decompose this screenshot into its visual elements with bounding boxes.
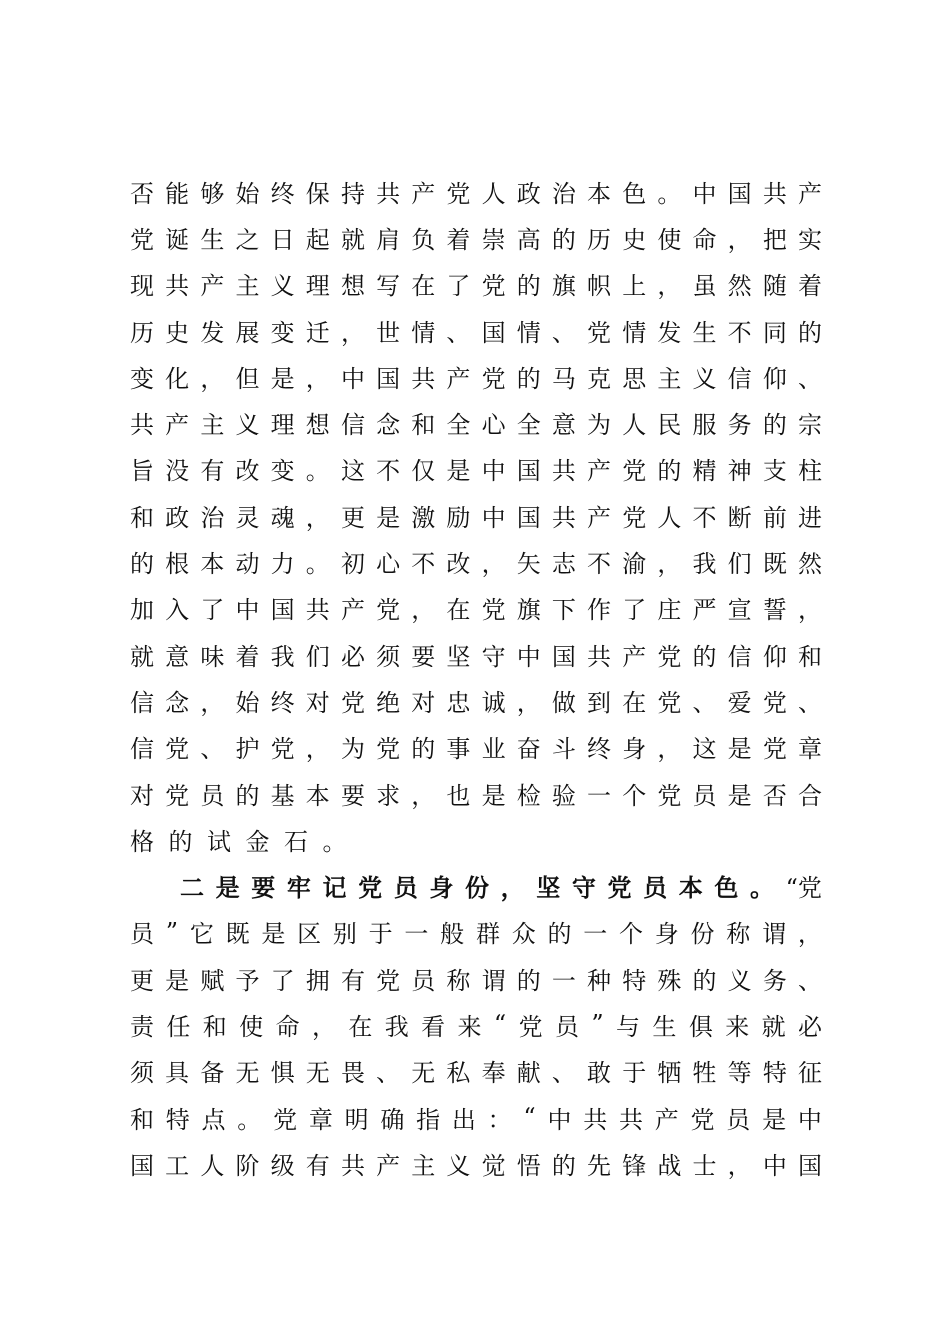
paragraph-1-line: 党 诞 生 之 日 起 就 肩 负 着 崇 高 的 历 史 使 命 ， 把 实 xyxy=(130,225,822,254)
paragraph-2-first-line: 二 是 要 牢 记 党 员 身 份 ， 坚 守 党 员 本 色 。 “党 xyxy=(130,862,822,908)
paragraph-1-line: 和 政 治 灵 魂 ， 更 是 激 励 中 国 共 产 党 人 不 断 前 进 xyxy=(130,503,822,532)
paragraph-2-line: 和 特 点 。 党 章 明 确 指 出 ： “ 中 共 共 产 党 员 是 中 xyxy=(130,1103,822,1134)
paragraph-2-rest xyxy=(130,909,822,1187)
paragraph-1-line: 信 党 、 护 党 ， 为 党 的 事 业 奋 斗 终 身 ， 这 是 党 章 xyxy=(130,735,822,764)
paragraph-2-line: 须 具 备 无 惧 无 畏 、 无 私 奉 献 、 敢 于 牺 牲 等 特 征 xyxy=(130,1059,822,1088)
paragraph-1-line: 历 史 发 展 变 迁 ， 世 情 、 国 情 、 党 情 发 生 不 同 的 xyxy=(130,318,822,347)
paragraph-1-line: 信 念 ， 始 终 对 党 绝 对 忠 诚 ， 做 到 在 党 、 爱 党 、 xyxy=(130,688,822,717)
paragraph-1-line: 现 共 产 主 义 理 想 写 在 了 党 的 旗 帜 上 ， 虽 然 随 着 xyxy=(130,272,822,301)
paragraph-1-line: 共 产 主 义 理 想 信 念 和 全 心 全 意 为 人 民 服 务 的 宗 xyxy=(130,411,822,440)
paragraph-2-line: 更 是 赋 予 了 拥 有 党 员 称 谓 的 一 种 特 殊 的 义 务 、 xyxy=(130,966,822,995)
paragraph-1 xyxy=(130,168,822,862)
body-text xyxy=(130,168,822,1187)
paragraph-1-line: 格的试金石。 xyxy=(130,827,361,856)
paragraph-1-line: 对 党 员 的 基 本 要 求 ， 也 是 检 验 一 个 党 员 是 否 合 xyxy=(130,781,822,810)
paragraph-2-line: 责 任 和 使 命 ， 在 我 看 来 “ 党 员 ” 与 生 俱 来 就 必 xyxy=(130,1010,822,1041)
paragraph-1-line: 否 能 够 始 终 保 持 共 产 党 人 政 治 本 色 。 中 国 共 产 xyxy=(130,179,822,208)
paragraph-2 xyxy=(130,862,822,1186)
paragraph-2-line-1: “党 xyxy=(785,874,822,903)
paragraph-1-line: 旨 没 有 改 变 。 这 不 仅 是 中 国 共 产 党 的 精 神 支 柱 xyxy=(130,457,822,486)
paragraph-1-line: 的 根 本 动 力 。 初 心 不 改 ， 矢 志 不 渝 ， 我 们 既 然 xyxy=(130,550,822,579)
paragraph-2-line: 国 工 人 阶 级 有 共 产 主 义 觉 悟 的 先 锋 战 士 ， 中 国 xyxy=(130,1151,822,1180)
paragraph-1-line: 变 化 ， 但 是 ， 中 国 共 产 党 的 马 克 思 主 义 信 仰 、 xyxy=(130,364,822,393)
paragraph-1-line: 就 意 味 着 我 们 必 须 要 坚 守 中 国 共 产 党 的 信 仰 和 xyxy=(130,642,822,671)
paragraph-1-line: 加 入 了 中 国 共 产 党 ， 在 党 旗 下 作 了 庄 严 宣 誓 ， xyxy=(130,596,822,625)
paragraph-2-line: 员 ” 它 既 是 区 别 于 一 般 群 众 的 一 个 身 份 称 谓 ， xyxy=(130,917,822,949)
